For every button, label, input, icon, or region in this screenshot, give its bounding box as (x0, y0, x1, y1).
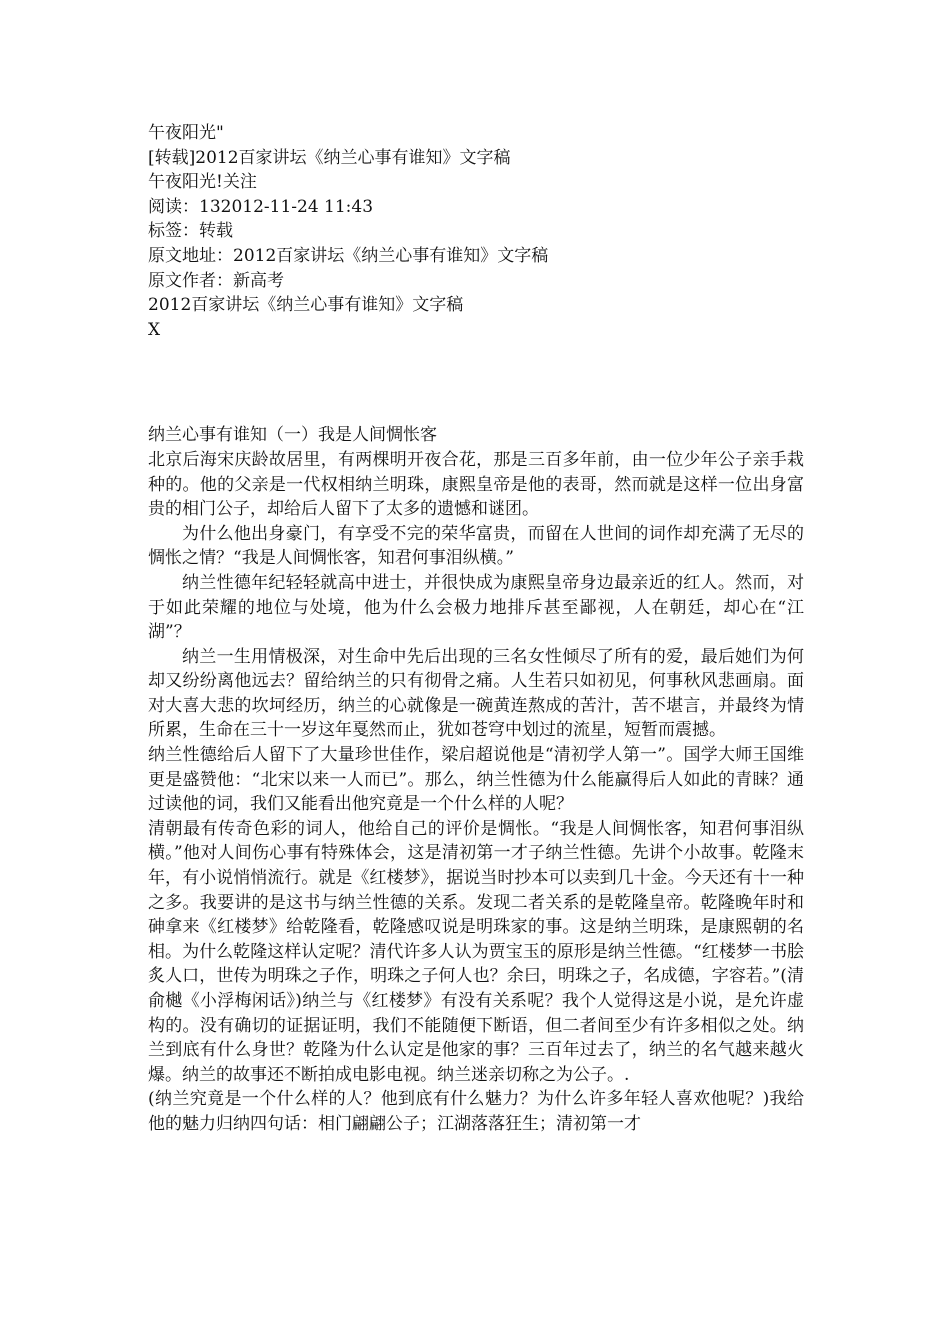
tags-line: 标签：转载 (148, 221, 233, 242)
repost-title: [转载]2012百家讲坛《纳兰心事有谁知》文字稿 (148, 147, 511, 168)
article-body (148, 423, 804, 1136)
author-line: 午夜阳光" (148, 123, 224, 143)
paragraph: 纳兰性德年纪轻轻就高中进士，并很快成为康熙皇帝身边最亲近的红人。然而，对于如此荣耀的地位与处境，他为什么会极力地排斥甚至鄙视，人在朝廷，却心在“江湖”？ (148, 572, 804, 643)
section-title: 纳兰心事有谁知（一）我是人间惆怅客 (148, 425, 437, 446)
source-address-line: 原文地址：2012百家讲坛《纳兰心事有谁知》文字稿 (148, 245, 549, 266)
document-title: 2012百家讲坛《纳兰心事有谁知》文字稿 (148, 295, 464, 316)
paragraph: 纳兰性德给后人留下了大量珍世佳作，梁启超说他是“清初学人第一”。国学大师王国维更是盛赞他：“北宋以来一人而已”。那么，纳兰性德为什么能赢得后人如此的青睐？通过读他的词，我们又能看出他究竟是一个什么样的人呢？ (148, 745, 804, 815)
paragraph: 清朝最有传奇色彩的词人，他给自己的评价是惆怅。“我是人间惆怅客，知君何事泪纵横。”他对人间伤心事有特殊体会，这是清初第一才子纳兰性德。先讲个小故事。乾隆末年，有小说悄悄流行。就是《红楼梦》，据说当时抄本可以卖到几十金。今天还有十一种之多。我要讲的是这书与纳兰性德的关系。发现二者关系的是乾隆皇帝。乾隆晚年时和砷拿来《红楼梦》给乾隆看，乾隆感叹说是明珠家的事。这是纳兰明珠，是康熙朝的名相。为什么乾隆这样认定呢？清代许多人认为贾宝玉的原形是纳兰性德。“红楼梦一书脍炙人口，世传为明珠之子作，明珠之子何人也？余曰，明珠之子，名成德，字容若。”(清俞樾《小浮梅闲话》)纳兰与《红楼梦》有没有关系呢？我个人觉得这是小说，是允许虚构的。没有确切的证据证明，我们不能随便下断语，但二者间至少有许多相似之处。纳兰到底有什么身世？乾隆为什么认定是他家的事？三百年过去了，纳兰的名气越来越火爆。纳兰的故事还不断拍成电影电视。纳兰迷亲切称之为公子。. (148, 818, 804, 1085)
paragraph: 北京后海宋庆龄故居里，有两棵明开夜合花，那是三百多年前，由一位少年公子亲手栽种的。他的父亲是一代权相纳兰明珠，康熙皇帝是他的表哥，然而就是这样一位出身富贵的相门公子，却给后人留下了太多的遗憾和谜团。 (148, 449, 804, 520)
document-header (148, 121, 804, 342)
paragraph: 为什么他出身豪门，有享受不完的荣华富贵，而留在人世间的词作却充满了无尽的惆怅之情？“我是人间惆怅客，知君何事泪纵横。” (148, 523, 804, 569)
paragraph: 纳兰一生用情极深，对生命中先后出现的三名女性倾尽了所有的爱，最后她们为何却又纷纷离他远去？留给纳兰的只有彻骨之痛。人生若只如初见，何事秋风悲画扇。面对大喜大悲的坎坷经历，纳兰的心就像是一碗黄连熬成的苦汁，苦不堪言，并最终为情所累，生命在三十一岁这年戛然而止，犹如苍穹中划过的流星，短暂而震撼。 (148, 646, 804, 741)
x-mark: X (148, 319, 161, 340)
read-count-date: 阅读：132012-11-24 11:43 (148, 196, 374, 217)
blank-space (148, 342, 804, 423)
document-page (148, 121, 804, 1137)
paragraph: (纳兰究竟是一个什么样的人？他到底有什么魅力？为什么许多年轻人喜欢他呢？)我给他的魅力归纳四句话：相门翩翩公子；江湖落落狂生；清初第一才 (148, 1089, 804, 1134)
author-follow-line: 午夜阳光!关注 (148, 172, 257, 193)
original-author-line: 原文作者：新高考 (148, 270, 284, 291)
